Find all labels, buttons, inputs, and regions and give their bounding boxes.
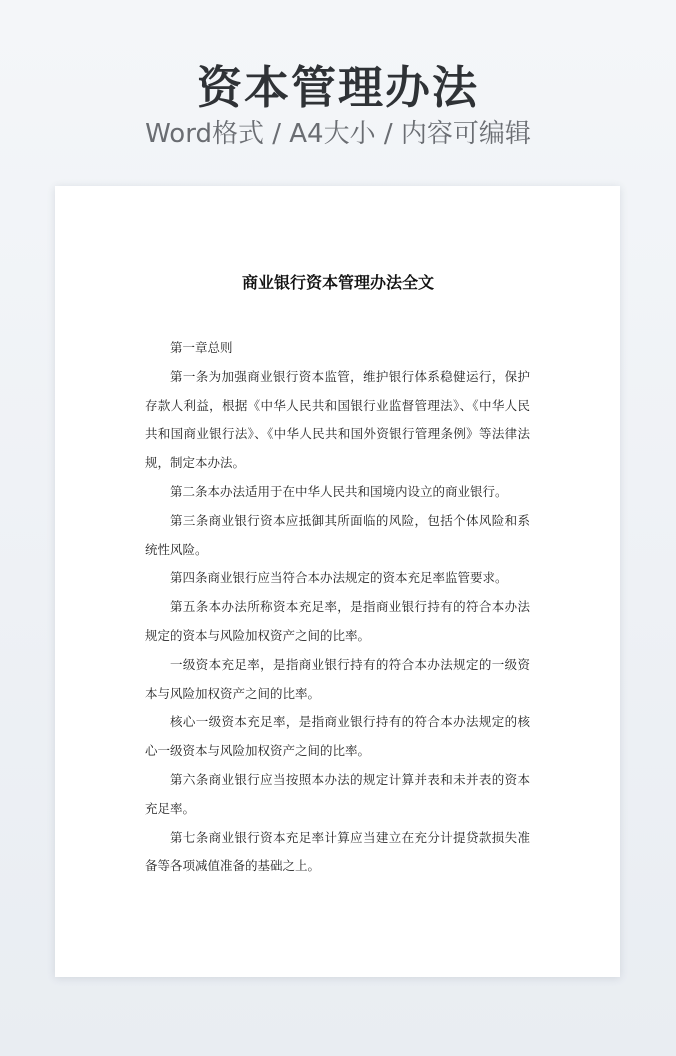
document-paragraph: 一级资本充足率，是指商业银行持有的符合本办法规定的一级资本与风险加权资产之间的比率。 xyxy=(145,656,530,701)
document-paragraph: 第七条商业银行资本充足率计算应当建立在充分计提贷款损失准备等各项减值准备的基础之上。 xyxy=(145,829,530,874)
document-paragraph: 第三条商业银行资本应抵御其所面临的风险，包括个体风险和系统性风险。 xyxy=(145,512,530,557)
document-paragraph: 第五条本办法所称资本充足率，是指商业银行持有的符合本办法规定的资本与风险加权资产之间的比率。 xyxy=(145,599,530,643)
page-title: 资本管理办法 xyxy=(196,61,479,114)
page-subtitle: Word格式 / A4大小 / 内容可编辑 xyxy=(145,119,531,149)
document-paragraph: 第四条商业银行应当符合本办法规定的资本充足率监管要求。 xyxy=(170,570,508,586)
document-paragraph: 核心一级资本充足率，是指商业银行持有的符合本办法规定的核心一级资本与风险加权资产之间的比率。 xyxy=(145,714,530,759)
document-paragraph: 第六条商业银行应当按照本办法的规定计算并表和未并表的资本充足率。 xyxy=(145,771,530,816)
document-body xyxy=(145,334,530,881)
document-paragraph: 第二条本办法适用于在中华人民共和国境内设立的商业银行。 xyxy=(170,483,508,499)
document-paragraph: 第一章总则 xyxy=(170,340,233,355)
document-paragraph: 第一条为加强商业银行资本监管，维护银行体系稳健运行，保护存款人利益，根据《中华人民共和国银行业监督管理法》、《中华人民共和国商业银行法》、《中华人民共和国外资银行管理条例》等法律法规，制定本办法。 xyxy=(145,368,530,471)
document-title: 商业银行资本管理办法全文 xyxy=(241,273,434,292)
